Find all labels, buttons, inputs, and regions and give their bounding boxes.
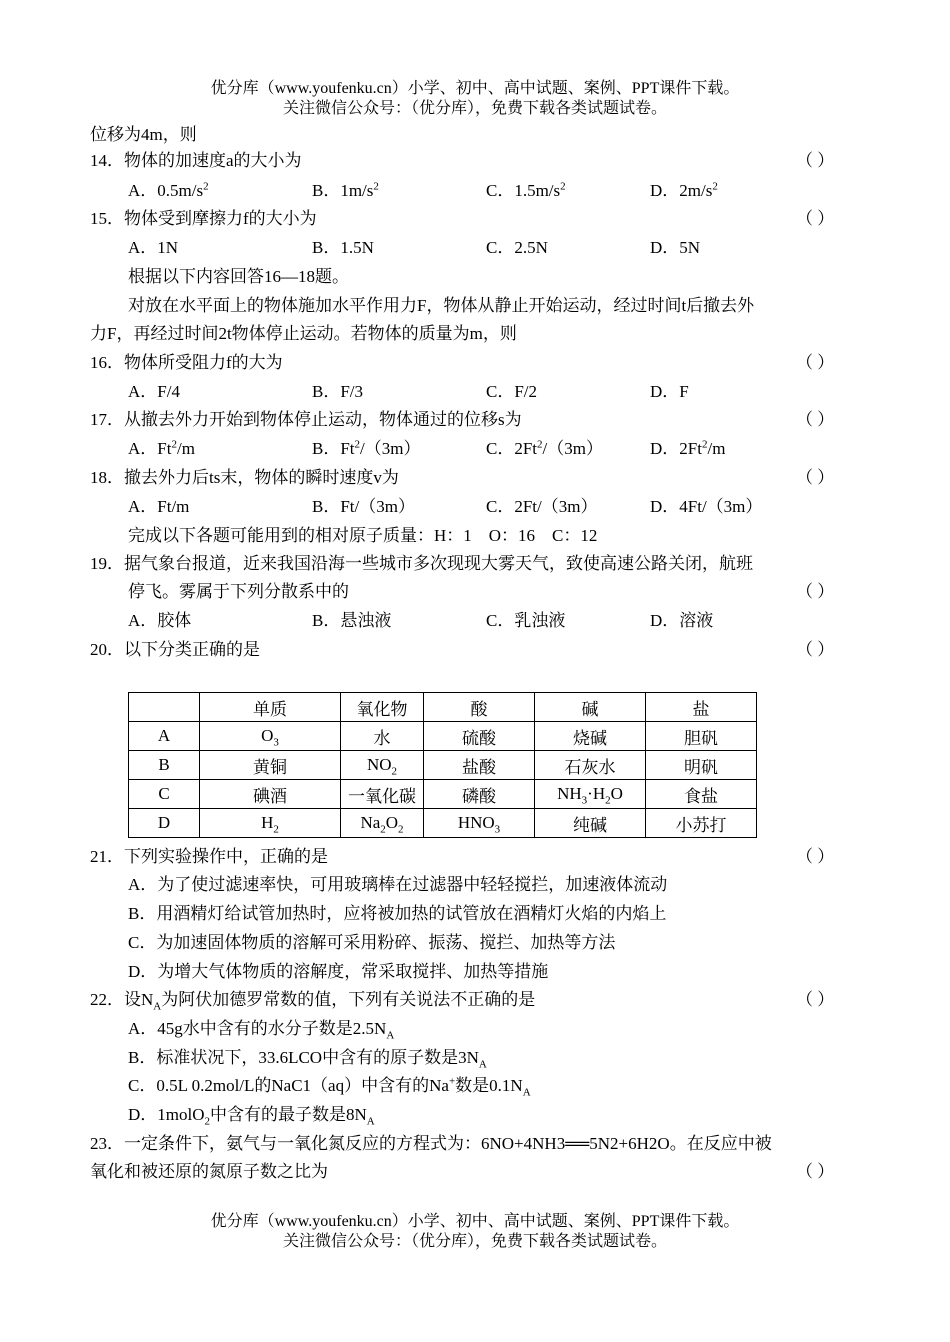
q16-option-b: B．F/3 xyxy=(312,382,364,401)
q16-answer-paren: （ ） xyxy=(796,353,835,372)
footer-line-1: 优分库（www.youfenku.cn）小学、初中、高中试题、案例、PPT课件下载。 xyxy=(210,1213,740,1230)
table-cell: A xyxy=(129,722,200,751)
table-cell: $Na_2O_2$ xyxy=(341,809,424,838)
table-header-cell: 单质 xyxy=(200,693,341,722)
q21-stem: 21．下列实验操作中，正确的是 xyxy=(90,847,328,866)
q22-answer-paren: （ ） xyxy=(796,990,835,1009)
q17-option-c: C．2Ft$^2$/（3m） xyxy=(486,438,603,458)
table-cell: 磷酸 xyxy=(424,780,535,809)
q19-stem-line-2: 停飞。雾属于下列分散系中的 xyxy=(128,582,349,601)
q22-option-c: C．0.5L 0.2mol/L的NaC1（aq）中含有的Na+数是$0.1N_A$ xyxy=(128,1075,531,1099)
table-cell: 碘酒 xyxy=(200,780,341,809)
table-header-row xyxy=(129,693,757,722)
q16-stem: 16．物体所受阻力f的大为 xyxy=(90,353,283,372)
q16-option-a: A．F/4 xyxy=(128,382,180,401)
q19-option-c: C．乳浊液 xyxy=(486,611,566,630)
table-header-cell: 氧化物 xyxy=(341,693,424,722)
table-cell: 石灰水 xyxy=(535,751,646,780)
table-cell: B xyxy=(129,751,200,780)
q21-answer-paren: （ ） xyxy=(796,847,835,866)
q21-option-a: A．为了使过滤速率快，可用玻璃棒在过滤器中轻轻搅拦，加速液体流动 xyxy=(128,875,668,894)
table-cell: 明矾 xyxy=(646,751,757,780)
q20-stem: 20．以下分类正确的是 xyxy=(90,640,260,659)
table-header-cell: 酸 xyxy=(424,693,535,722)
table-cell: D xyxy=(129,809,200,838)
q22-option-a: A．45g水中含有的水分子数是$2.5N_A$ xyxy=(128,1019,395,1042)
q21-option-b: B．用酒精灯给试管加热时，应将被加热的试管放在酒精灯火焰的内焰上 xyxy=(128,904,667,923)
intro-line: 位移为4m，则 xyxy=(90,125,197,144)
atomic-mass-note: 完成以下各题可能用到的相对原子质量：H：1 O：16 C：12 xyxy=(128,526,598,545)
table-cell: 黄铜 xyxy=(200,751,341,780)
q14-option-a: A．$0.5m/s^2$ xyxy=(128,180,209,200)
q15-option-b: B．1.5N xyxy=(312,238,374,257)
group16-para-1: 对放在水平面上的物体施加水平作用力F，物体从静止开始运动，经过时间t后撤去外 xyxy=(128,296,755,315)
table-cell: $HNO_3$ xyxy=(424,809,535,838)
table-cell: $O_3$ xyxy=(200,722,341,751)
q17-option-d: D．2Ft$^2$/m xyxy=(650,438,726,458)
table-header-cell: 盐 xyxy=(646,693,757,722)
table-cell: C xyxy=(129,780,200,809)
q19-answer-paren: （ ） xyxy=(796,582,835,601)
table-row xyxy=(129,751,757,780)
table-cell: 食盐 xyxy=(646,780,757,809)
q22-option-b: B．标准状况下，33.6LCO中含有的原子数是$3N_A$ xyxy=(128,1048,487,1071)
q18-option-d: D．4Ft/（3m） xyxy=(650,497,763,516)
q18-answer-paren: （ ） xyxy=(796,468,835,487)
table-header-cell xyxy=(129,693,200,722)
q17-stem: 17．从撤去外力开始到物体停止运动，物体通过的位移s为 xyxy=(90,410,522,429)
q14-option-c: C．$1.5m/s^2$ xyxy=(486,180,566,200)
table-cell: 水 xyxy=(341,722,424,751)
table-cell: 硫酸 xyxy=(424,722,535,751)
q21-option-c: C．为加速固体物质的溶解可采用粉碎、振荡、搅拦、加热等方法 xyxy=(128,933,616,952)
q23-answer-paren: （ ） xyxy=(796,1162,835,1181)
q19-option-b: B．悬浊液 xyxy=(312,611,392,630)
q17-answer-paren: （ ） xyxy=(796,410,835,429)
table-row xyxy=(129,809,757,838)
group16-lead: 根据以下内容回答16—18题。 xyxy=(128,267,349,286)
q15-stem: 15．物体受到摩擦力f的大小为 xyxy=(90,209,317,228)
table-cell: 胆矾 xyxy=(646,722,757,751)
header-line-1: 优分库（www.youfenku.cn）小学、初中、高中试题、案例、PPT课件下载。 xyxy=(210,80,740,97)
q22-option-d: D．1molO$_2$中含有的最子数是$8N_A$ xyxy=(128,1105,375,1128)
q21-option-d: D．为增大气体物质的溶解度，常采取搅拌、加热等措施 xyxy=(128,962,549,981)
table-header-cell: 碱 xyxy=(535,693,646,722)
classification-table xyxy=(128,692,757,838)
q16-option-c: C．F/2 xyxy=(486,382,538,401)
q15-option-d: D．5N xyxy=(650,238,701,257)
table-row xyxy=(129,780,757,809)
q18-stem: 18．撤去外力后ts末，物体的瞬时速度v为 xyxy=(90,468,399,487)
header-line-2: 关注微信公众号：（优分库），免费下载各类试题试卷。 xyxy=(282,100,667,117)
q18-option-c: C．2Ft/（3m） xyxy=(486,497,598,516)
q15-option-c: C．2.5N xyxy=(486,238,548,257)
q19-option-a: A．胶体 xyxy=(128,611,192,630)
table-cell: 纯碱 xyxy=(535,809,646,838)
table-cell: $NO_2$ xyxy=(341,751,424,780)
table-row xyxy=(129,722,757,751)
table-cell: $NH_3\cdot H_2O$ xyxy=(535,780,646,809)
q19-option-d: D．溶液 xyxy=(650,611,714,630)
q14-option-b: B．$1m/s^2$ xyxy=(312,180,379,200)
q23-stem-line-1: 23．一定条件下，氨气与一氧化氮反应的方程式为：6NO+4NH3══5N2+6H2O。在反应中被 xyxy=(90,1134,772,1153)
q19-stem-line-1: 19．据气象台报道，近来我国沿海一些城市多次现现大雾天气，致使高速公路关闭，航班 xyxy=(90,554,753,573)
q23-stem-line-2: 氧化和被还原的氮原子数之比为 xyxy=(90,1162,328,1181)
q15-option-a: A．1N xyxy=(128,238,179,257)
q16-option-d: D．F xyxy=(650,382,689,401)
q17-option-b: B．Ft$^2$/（3m） xyxy=(312,438,421,458)
q22-stem: 22．设$N_A$为阿伏加德罗常数的值，下列有关说法不正确的是 xyxy=(90,990,536,1013)
q20-answer-paren: （ ） xyxy=(796,640,835,659)
q14-answer-paren: （ ） xyxy=(796,151,835,170)
table-cell: $H_2$ xyxy=(200,809,341,838)
q17-option-a: A．Ft$^2$/m xyxy=(128,438,195,458)
q15-answer-paren: （ ） xyxy=(796,209,835,228)
footer-line-2: 关注微信公众号：（优分库），免费下载各类试题试卷。 xyxy=(282,1233,667,1250)
group16-para-2: 力F，再经过时间2t物体停止运动。若物体的质量为m，则 xyxy=(90,324,517,343)
q18-option-a: A．Ft/m xyxy=(128,497,190,516)
q14-option-d: D．$2m/s^2$ xyxy=(650,180,718,200)
table-cell: 一氧化碳 xyxy=(341,780,424,809)
table-cell: 烧碱 xyxy=(535,722,646,751)
table-cell: 盐酸 xyxy=(424,751,535,780)
q14-stem: 14．物体的加速度a的大小为 xyxy=(90,151,302,170)
q18-option-b: B．Ft/（3m） xyxy=(312,497,415,516)
table-cell: 小苏打 xyxy=(646,809,757,838)
